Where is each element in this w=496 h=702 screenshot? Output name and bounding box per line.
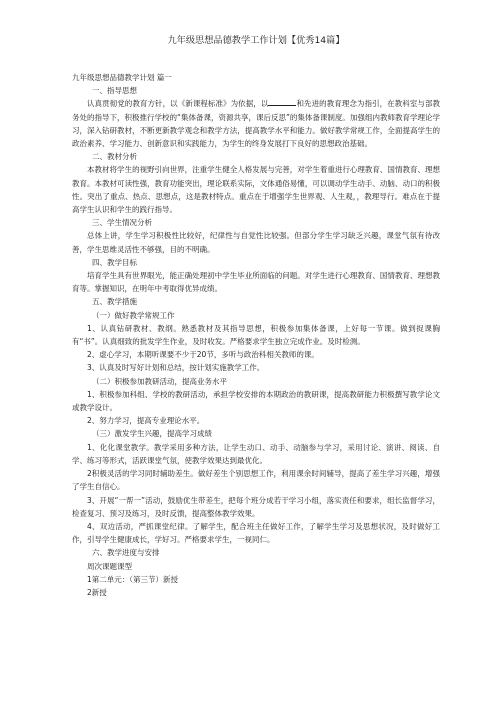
paragraph-interest-4: 4、双边活动，严抓课堂纪律。了解学生，配合班主任做好工作，了解学生学习及思想状况，及时做好工作，引导学生健康成长，学好习。严格要求学生，一视同仁。 — [72, 521, 440, 545]
schedule-header-row: 周次课题课型 — [87, 561, 132, 571]
paragraph-interest-2: 2积极灵活的学习同时辅助差生。做好差生个别思想工作，利用课余时间辅导，提高了差生学习兴趣，增强了学生自信心。 — [72, 469, 440, 492]
heading-student-analysis: 三、学生情况分析 — [92, 218, 152, 228]
schedule-row-2: 2新授 — [87, 587, 107, 597]
subheading-student-interest: （三）激发学生兴趣，提高学习成绩 — [92, 429, 212, 439]
paragraph-student-analysis: 总体上讲，学生学习积极性比较好，纪律性与自觉性比较强。但部分学生学习缺乏兴趣，课堂气氛有待改善，学生思维灵活性不够强，目的不明确。 — [72, 231, 440, 254]
paragraph-teaching-goals: 培育学生具有世界眼光，能正确处理初中学生毕业所面临的问题。对学生进行心理教育、国情教育、理想教育等。掌握知识，在明年中考取得优异成绩。 — [72, 271, 440, 294]
heading-schedule: 六、教学进度与安排 — [92, 548, 160, 558]
section-subtitle: 九年级思想品德教学计划 篇一 — [72, 73, 172, 82]
paragraph-interest-3: 3、开展“一帮一”活动，鼓励优生带差生，把每个班分成若干学习小组，落实责任和要求，组长监督学习，检查复习、预习及练习，及时反馈，提高整体教学效果。 — [72, 495, 440, 518]
heading-teaching-goals: 四、教学目标 — [92, 257, 137, 267]
heading-textbook-analysis: 二、教材分析 — [92, 152, 137, 162]
paragraph-research-2: 2、努力学习，提高专业理论水平。 — [87, 416, 205, 426]
paragraph-routine-3: 3、认真及时写好计划和总结，按计划实施教学工作。 — [87, 363, 265, 373]
heading-teaching-measures: 五、教学措施 — [92, 297, 137, 307]
paragraph-text-before-blank: 认真贯彻党的教育方针，以《新课程标准》为依据，以 — [87, 99, 269, 109]
paragraph-textbook-analysis: 本教材将学生的视野引向世界，注重学生健全人格发展与完善，对学生着重进行心理教育、国情教育、理想教育。本教材可读性强，教育功能突出，理论联系实际，文体通俗易懂，可以调动学生动手、动脑、动口的积极性。突出了重点、热点、思想点，这是教材特点。重点在于增强学生世界观、人生观，，教理导行。难点在于提高学生认识和学生的践行指导。 — [72, 165, 440, 215]
paragraph-routine-2: 2、虚心学习，本期听课要不少于20节，多听与政治科相关教师的课。 — [87, 350, 319, 360]
heading-guiding-ideology: 一、指导思想 — [92, 86, 137, 96]
paragraph-interest-1: 1、化化课堂教学。教学采用多种方法，让学生动口、动手、动脑参与学习，采用讨论、演讲、阅读、自学、练习等形式，活跃课堂气氛，使教学效果达到最优化。 — [72, 442, 440, 465]
document-title: 九年级思想品德教学工作计划【优秀14篇】 — [167, 35, 345, 46]
subheading-research-activities: （二）积极参加教研活动，提高业务水平 — [92, 376, 227, 386]
paragraph-routine-1: 1、认真钻研教材、教纲。熟悉教材及其指导思想，积极参加集体备课，上好每一节课。做到捉课胸有“书”。认真细致的批发学生作业，及时收发。严格要求学生独立完成作业。及时检测。 — [72, 323, 440, 347]
paragraph-text-after-blank: 和先进的教育理念为指引，在教科室与部教务处的指导下，积极推行学校的“集体备课，资源共享，课后反思”的集体备课制度。加强组内教师教育学理论学习，深入钻研教材，不断更新教学观念和教学方法，提高教学水平和能力。做好教学常规工作，全面提高学生的政治素养、学习能力、创新意识和实践能力，为学生的终身发展打下良好的思想政治基础。 — [72, 99, 441, 149]
schedule-row-1: 1第二单元：（第三节）新授 — [87, 574, 179, 584]
paragraph-research-1: 1、积极参加科组、学校的教研活动，承担学校安排的本期政治的教研课，提高教研能力积极撰写教学论文或教学设计。 — [72, 389, 440, 413]
subheading-routine-work: （一）做好教学常规工作 — [92, 310, 175, 320]
fill-in-blank — [268, 97, 296, 106]
paragraph-guiding-ideology — [72, 97, 440, 150]
